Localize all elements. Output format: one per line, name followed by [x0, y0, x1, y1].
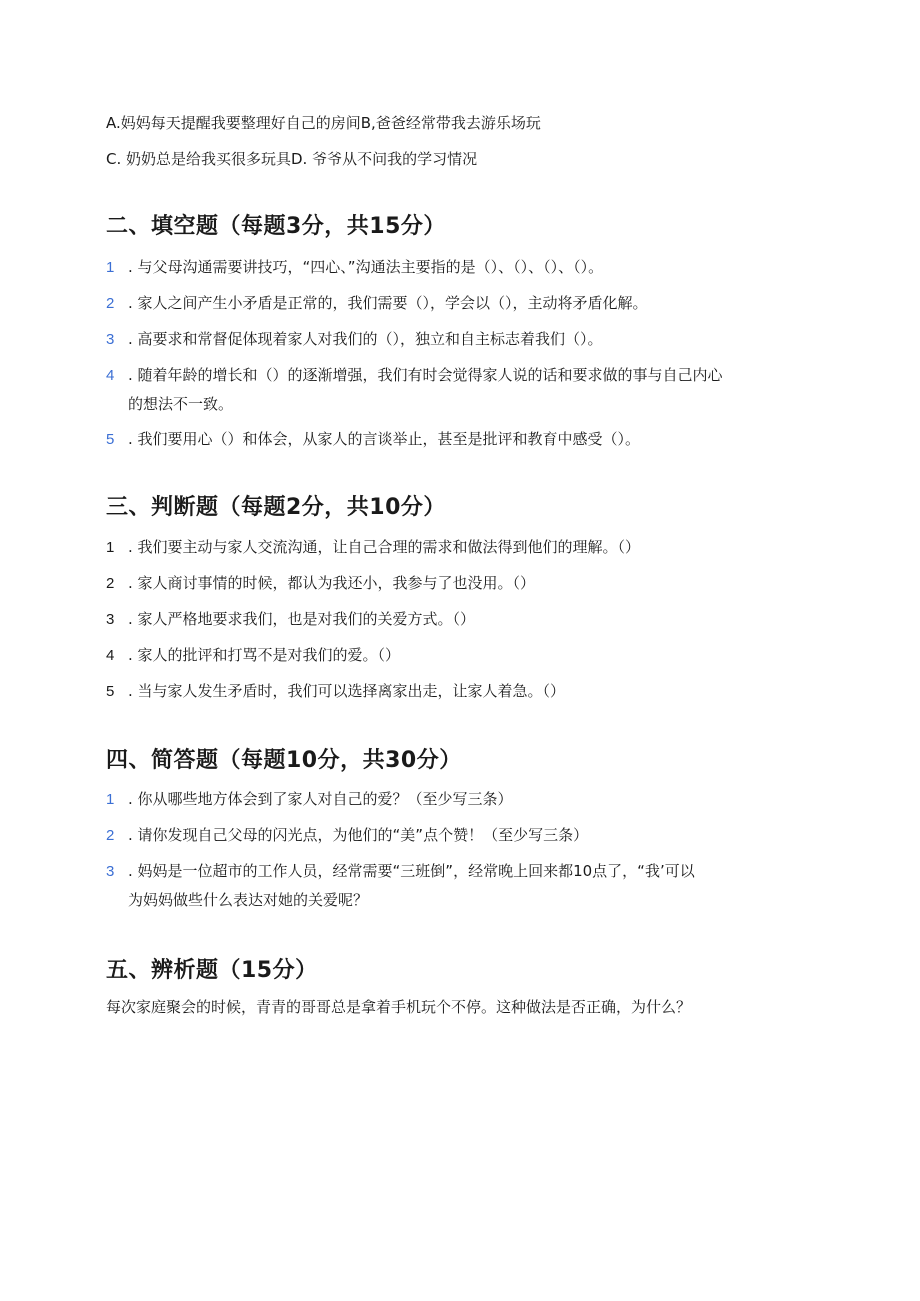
question-item [106, 289, 806, 318]
question-text: . 家人商讨事情的时候，都认为我还小，我参与了也没用。（） [128, 574, 536, 592]
question-number: 3 [106, 611, 115, 628]
question-text: . 家人的批评和打骂不是对我们的爱。（） [128, 646, 401, 664]
question-item [106, 325, 806, 354]
question-item [106, 605, 806, 634]
question-number: 3 [106, 863, 115, 880]
question-item [106, 785, 806, 814]
question-text: . 高要求和常督促体现着家人对我们的（），独立和自主标志着我们（）。 [128, 330, 603, 348]
question-number: 1 [106, 791, 115, 808]
question-number: 5 [106, 683, 115, 700]
question-text: . 请你发现自己父母的闪光点，为他们的“美”点个赞！（至少写三条） [128, 826, 589, 844]
question-text-continued: 为妈妈做些什么表达对她的关爱呢？ [128, 891, 369, 909]
section-title-true-false: 三、判断题（每题2分，共10分） [106, 495, 446, 520]
question-text-continued: 的想法不一致。 [128, 395, 234, 413]
question-number: 5 [106, 431, 115, 448]
question-text: . 家人严格地要求我们，也是对我们的关爱方式。（） [128, 610, 476, 628]
option-line-cd: C. 奶奶总是给我买很多玩具D. 爷爷从不问我的学习情况 [106, 150, 478, 168]
section-title-short-answer: 四、简答题（每题10分，共30分） [106, 748, 462, 773]
question-item [106, 533, 806, 562]
question-number: 2 [106, 575, 115, 592]
question-number: 2 [106, 827, 115, 844]
question-text: . 与父母沟通需要讲技巧，“四心、”沟通法主要指的是（）、（）、（）、（）。 [128, 258, 604, 276]
question-item [106, 253, 806, 282]
question-number: 2 [106, 295, 115, 312]
analysis-question-text: 每次家庭聚会的时候，青青的哥哥总是拿着手机玩个不停。这种做法是否正确，为什么？ [106, 998, 692, 1016]
question-item [106, 361, 806, 418]
question-number: 4 [106, 367, 115, 384]
question-number: 3 [106, 331, 115, 348]
question-item [106, 569, 806, 598]
question-item [106, 677, 806, 706]
question-text: . 我们要用心（）和体会，从家人的言谈举止，甚至是批评和教育中感受（）。 [128, 430, 641, 448]
question-text: . 随着年龄的增长和（）的逐渐增强，我们有时会觉得家人说的话和要求做的事与自己内心 [128, 366, 723, 384]
option-line-ab: A.妈妈每天提醒我要整理好自己的房间B,爸爸经常带我去游乐场玩 [106, 114, 541, 132]
question-number: 1 [106, 539, 115, 556]
question-number: 1 [106, 259, 115, 276]
question-item [106, 857, 806, 914]
question-number: 4 [106, 647, 115, 664]
section-title-analysis: 五、辨析题（15分） [106, 958, 318, 983]
question-text: . 我们要主动与家人交流沟通，让自己合理的需求和做法得到他们的理解。（） [128, 538, 641, 556]
question-item [106, 425, 806, 454]
question-item [106, 641, 806, 670]
question-text: . 你从哪些地方体会到了家人对自己的爱？（至少写三条） [128, 790, 513, 808]
question-text: . 当与家人发生矛盾时，我们可以选择离家出走，让家人着急。（） [128, 682, 566, 700]
question-text: . 妈妈是一位超市的工作人员，经常需要“三班倒”，经常晚上回来都10点了，“我’可以 [128, 862, 695, 880]
question-item [106, 821, 806, 850]
question-text: . 家人之间产生小矛盾是正常的，我们需要（），学会以（），主动将矛盾化解。 [128, 294, 648, 312]
section-title-fill-blank: 二、填空题（每题3分，共15分） [106, 214, 446, 239]
